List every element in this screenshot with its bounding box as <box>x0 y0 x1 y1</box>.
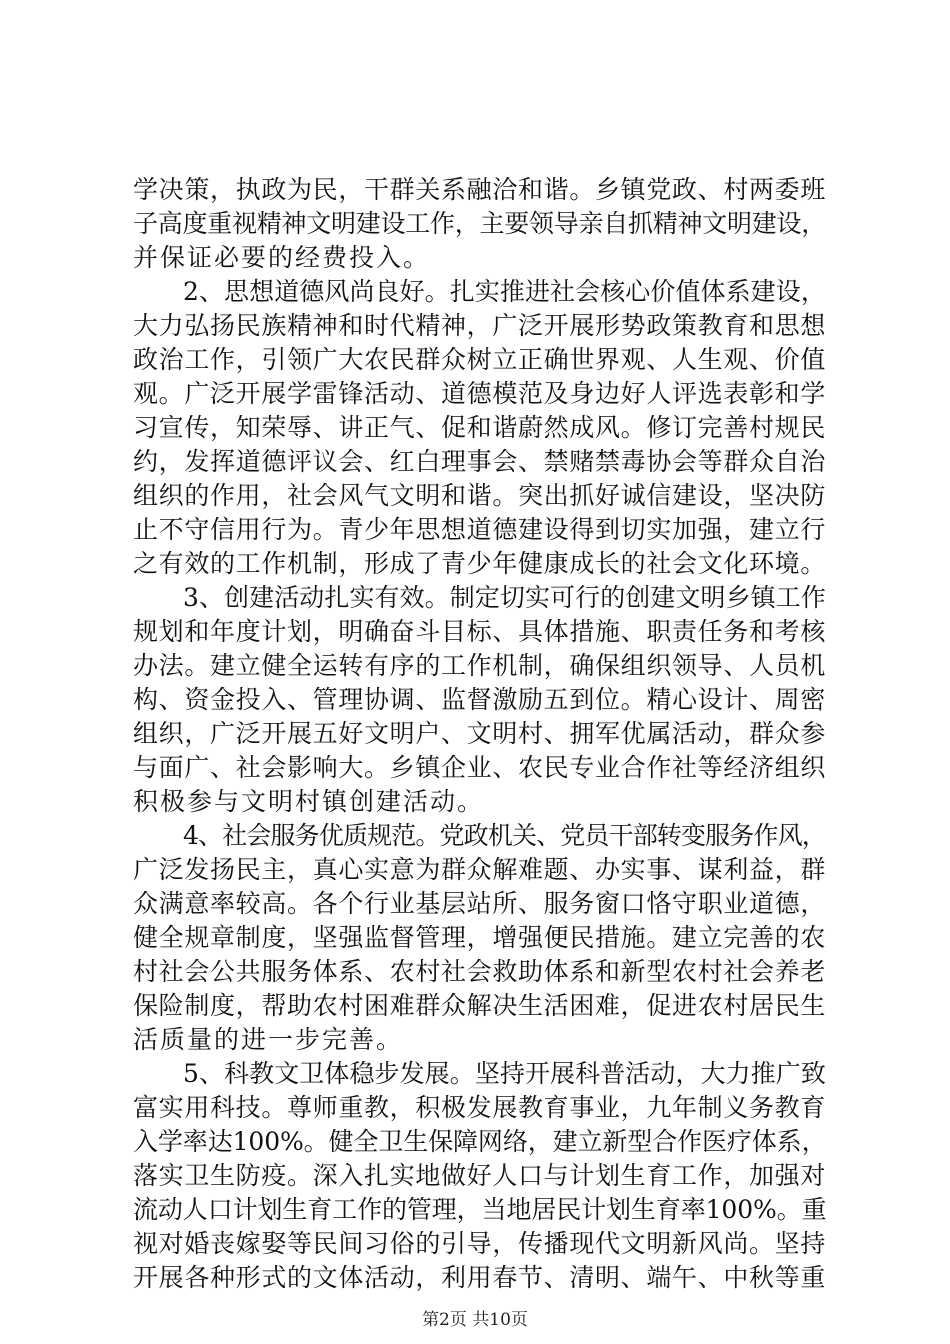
body-text-line: 政治工作，引领广大农民群众树立正确世界观、人生观、价值 <box>133 345 827 374</box>
body-text-line: 视对婚丧嫁娶等民间习俗的引导，传播现代文明新风尚。坚持 <box>133 1229 827 1258</box>
body-text-line: 并保证必要的经费投入。 <box>133 243 431 272</box>
body-text-line: 学决策，执政为民，干群关系融洽和谐。乡镇党政、村两委班 <box>133 175 827 204</box>
body-text-line: 与面广、社会影响大。乡镇企业、农民专业合作社等经济组织 <box>133 753 827 782</box>
body-text-line: 落实卫生防疫。深入扎实地做好人口与计划生育工作，加强对 <box>133 1161 827 1190</box>
body-text-line: 约，发挥道德评议会、红白理事会、禁赌禁毒协会等群众自治 <box>133 447 827 476</box>
body-text-line: 活质量的进一步完善。 <box>133 1025 404 1054</box>
body-text-line: 流动人口计划生育工作的管理，当地居民计划生育率100%。重 <box>133 1195 827 1224</box>
body-text-line: 大力弘扬民族精神和时代精神，广泛开展形势政策教育和思想 <box>133 311 827 340</box>
body-text-line: 止不守信用行为。青少年思想道德建设得到切实加强，建立行 <box>133 515 827 544</box>
body-text-line: 之有效的工作机制，形成了青少年健康成长的社会文化环境。 <box>133 549 827 578</box>
body-text-line: 习宣传，知荣辱、讲正气、促和谐蔚然成风。修订完善村规民 <box>133 413 827 442</box>
body-text-line: 积极参与文明村镇创建活动。 <box>133 787 485 816</box>
paragraph-4-heading-line: 4、社会服务优质规范。党政机关、党员干部转变服务作风， <box>183 821 826 850</box>
page-number-footer: 第2页 共10页 <box>422 1310 528 1330</box>
paragraph-2-heading-line: 2、思想道德风尚良好。扎实推进社会核心价值体系建设， <box>183 277 826 306</box>
body-text-line: 健全规章制度，坚强监督管理，增强便民措施。建立完善的农 <box>133 923 827 952</box>
body-text-line: 开展各种形式的文体活动，利用春节、清明、端午、中秋等重 <box>133 1263 827 1292</box>
body-text-line: 办法。建立健全运转有序的工作机制，确保组织领导、人员机 <box>133 651 827 680</box>
paragraph-5-heading-line: 5、科教文卫体稳步发展。坚持开展科普活动，大力推广致 <box>183 1059 826 1088</box>
body-text-line: 观。广泛开展学雷锋活动、道德模范及身边好人评选表彰和学 <box>133 379 827 408</box>
body-text-line: 组织的作用，社会风气文明和谐。突出抓好诚信建设，坚决防 <box>133 481 827 510</box>
body-text-line: 子高度重视精神文明建设工作，主要领导亲自抓精神文明建设， <box>133 209 827 238</box>
body-text-line: 组织，广泛开展五好文明户、文明村、拥军优属活动，群众参 <box>133 719 827 748</box>
body-text-line: 村社会公共服务体系、农村社会救助体系和新型农村社会养老 <box>133 957 827 986</box>
body-text-line: 规划和年度计划，明确奋斗目标、具体措施、职责任务和考核 <box>133 617 827 646</box>
body-text-line: 构、资金投入、管理协调、监督激励五到位。精心设计、周密 <box>133 685 827 714</box>
body-text-line: 广泛发扬民主，真心实意为群众解难题、办实事、谋利益，群 <box>133 855 827 884</box>
body-text-line: 保险制度，帮助农村困难群众解决生活困难，促进农村居民生 <box>133 991 827 1020</box>
body-text-line: 众满意率较高。各个行业基层站所、服务窗口恪守职业道德， <box>133 889 827 918</box>
paragraph-3-heading-line: 3、创建活动扎实有效。制定切实可行的创建文明乡镇工作 <box>183 583 826 612</box>
body-text-line: 入学率达100%。健全卫生保障网络，建立新型合作医疗体系， <box>133 1127 827 1156</box>
body-text-line: 富实用科技。尊师重教，积极发展教育事业，九年制义务教育 <box>133 1093 827 1122</box>
